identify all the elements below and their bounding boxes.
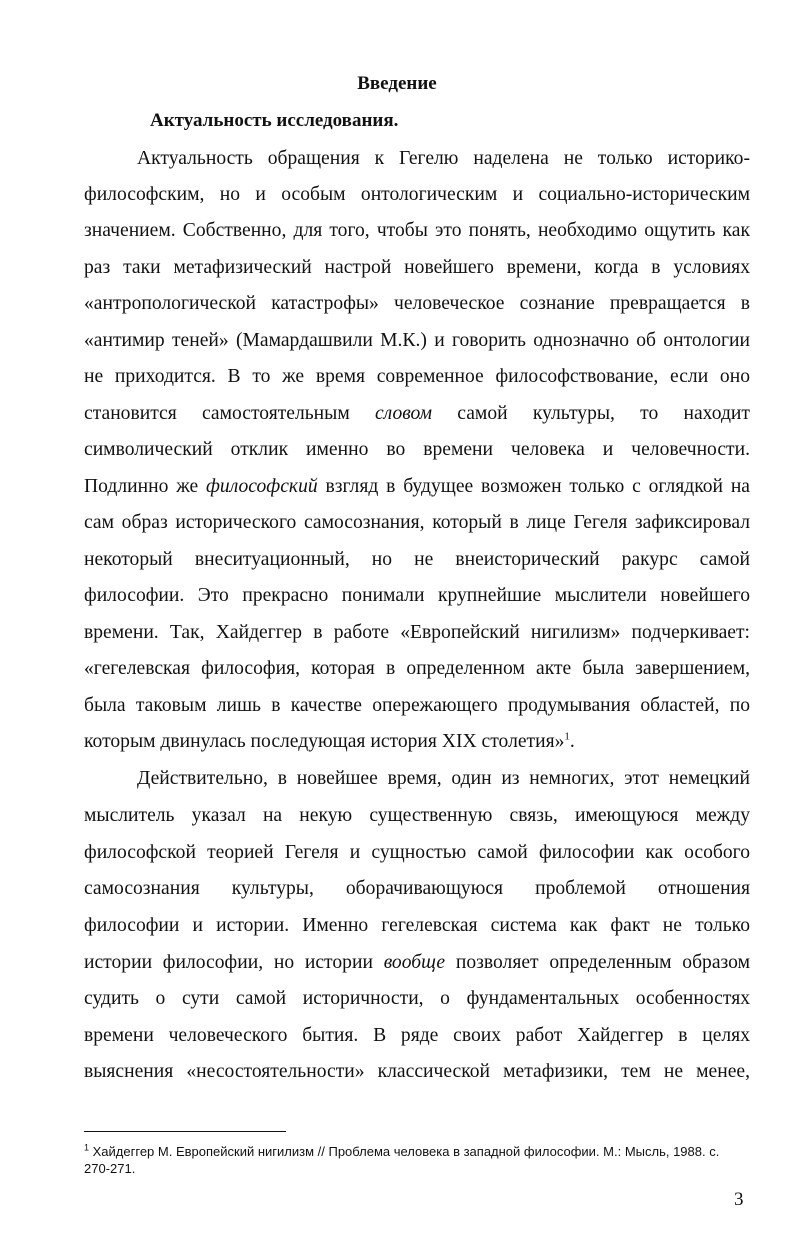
text-run: . bbox=[569, 731, 575, 752]
text-run: которым двинулась последующая история XIX столетия» bbox=[84, 731, 565, 752]
text-run: взгляд в будущее возможен только с оглядкой на bbox=[325, 476, 751, 497]
footnote-text: Хайдеггер М. Европейский нигилизм // Проблема человека в западной философии. М.: Мысль, 1988. с. bbox=[92, 1144, 720, 1159]
text-line: времени человеческого бытия. В ряде своих работ Хайдеггер в целях bbox=[84, 1025, 750, 1046]
text-line: сам образ исторического самосознания, который в лице Гегеля зафиксировал bbox=[84, 512, 750, 533]
text-line bbox=[84, 474, 750, 500]
text-line: философии. Это прекрасно понимали крупнейшие мыслители новейшего bbox=[84, 585, 750, 606]
footnote-marker: 1 bbox=[84, 1142, 90, 1153]
text-line bbox=[84, 729, 750, 755]
text-line: времени. Так, Хайдеггер в работе «Европейский нигилизм» подчеркивает: bbox=[84, 622, 750, 643]
text-line: мыслитель указал на некую существенную связь, имеющуюся между bbox=[84, 805, 750, 826]
text-line: философским, но и особым онтологическим и социально-историческим bbox=[84, 184, 750, 205]
text-line: раз таки метафизический настрой новейшего времени, когда в условиях bbox=[84, 257, 750, 278]
text-line: символический отклик именно во времени человека и человечности. bbox=[84, 439, 750, 460]
text-line bbox=[84, 401, 750, 427]
footnote-separator bbox=[84, 1131, 286, 1132]
text-line bbox=[84, 950, 750, 976]
subsection-heading: Актуальность исследования. bbox=[150, 110, 399, 131]
italic-word: вообще bbox=[383, 952, 446, 973]
text-line: «антропологической катастрофы» человеческое сознание превращается в bbox=[84, 293, 750, 314]
text-run: самой культуры, то находит bbox=[457, 403, 750, 424]
text-line: судить о сути самой историчности, о фундаментальных особенностях bbox=[84, 988, 750, 1009]
section-heading: Введение bbox=[357, 73, 437, 94]
text-line: философии и истории. Именно гегелевская система как факт не только bbox=[84, 915, 750, 936]
footnote-line: 270-271. bbox=[84, 1161, 136, 1176]
text-line: значением. Собственно, для того, чтобы это понять, необходимо ощутить как bbox=[84, 220, 750, 241]
text-run: истории философии, но истории bbox=[84, 952, 373, 973]
text-line: выяснения «несостоятельности» классической метафизики, тем не менее, bbox=[84, 1061, 750, 1082]
text-run: Подлинно же bbox=[84, 476, 199, 497]
italic-word: словом bbox=[374, 403, 433, 424]
text-run: становится самостоятельным bbox=[84, 403, 350, 424]
italic-word: философский bbox=[206, 476, 318, 497]
page-number: 3 bbox=[734, 1189, 744, 1210]
text-run: позволяет определенным образом bbox=[455, 952, 750, 973]
text-line: самосознания культуры, оборачивающуюся проблемой отношения bbox=[84, 878, 750, 899]
footnote-line bbox=[84, 1143, 750, 1160]
text-line: философской теорией Гегеля и сущностью самой философии как особого bbox=[84, 842, 750, 863]
text-line: была таковым лишь в качестве опережающего продумывания областей, по bbox=[84, 695, 750, 716]
text-line: некоторый внеситуационный, но не внеисторический ракурс самой bbox=[84, 549, 750, 570]
text-line: Действительно, в новейшее время, один из немногих, этот немецкий bbox=[137, 768, 750, 789]
text-line: «гегелевская философия, которая в определенном акте была завершением, bbox=[84, 658, 750, 679]
footnote-reference[interactable]: 1 bbox=[564, 730, 570, 743]
text-line: Актуальность обращения к Гегелю наделена не только историко- bbox=[137, 148, 750, 169]
text-line: не приходится. В то же время современное философствование, если оно bbox=[84, 366, 750, 387]
text-line: «антимир теней» (Мамардашвили М.К.) и говорить однозначно об онтологии bbox=[84, 330, 750, 351]
